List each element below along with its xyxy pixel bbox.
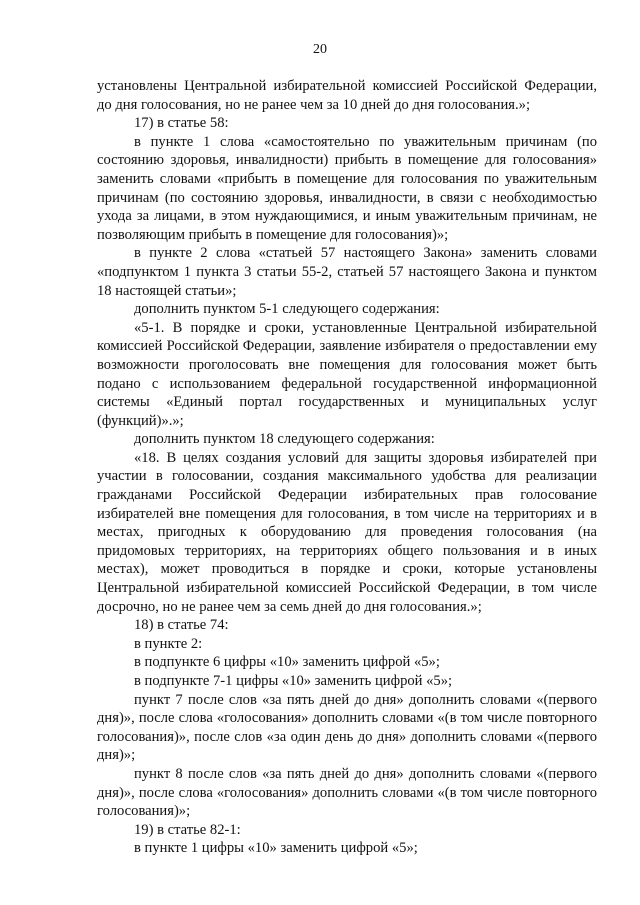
paragraph-add-point-5-1: дополнить пунктом 5-1 следующего содержания: xyxy=(134,301,440,318)
paragraph-point-5-1-text: «5-1. В порядке и сроки, установленные Центральной избирательной комиссией Российской Федерации, заявление избирателя о предоставлении ему возможности проголосовать вне помещения для голосования может быть подано с использованием федеральной государственной информационной системы «Единый портал государственных и муниципальных услуг (функций)».»; xyxy=(97,319,597,429)
paragraph-58-point-1: в пункте 1 слова «самостоятельно по уважительным причинам (по состоянию здоровья, инвалидности) прибыть в помещение для голосования» заменить словами «прибыть в помещение для голосования по уважительным причинам (по состоянию здоровья, инвалидности, в связи с необходимостью ухода за лицами, в этом нуждающимися, и иным уважительным причинам, не позволяющим прибыть в помещение для голосования)»; xyxy=(97,133,597,243)
paragraph-item-19: 19) в статье 82-1: xyxy=(134,821,241,838)
paragraph-74-point-8: пункт 8 после слов «за пять дней до дня» дополнить словами «(первого дня)», после слова «голосования» дополнить словами «(в том числе повторного голосования)»; xyxy=(97,765,597,820)
paragraph-item-17: 17) в статье 58: xyxy=(134,115,229,132)
paragraph-74-point-7: пункт 7 после слов «за пять дней до дня» дополнить словами «(первого дня)», после слова «голосования» дополнить словами «(в том числе повторного голосования)», после слов «за один день до дня» дополнить словами «(первого дня)»; xyxy=(97,691,597,764)
paragraph-continuation: установлены Центральной избирательной комиссией Российской Федерации, до дня голосования, но не ранее чем за 10 дней до дня голосования.»; xyxy=(97,78,597,113)
paragraph-74-point-2: в пункте 2: xyxy=(134,635,203,652)
paragraph-subpoint-7-1: в подпункте 7-1 цифры «10» заменить цифрой «5»; xyxy=(134,673,453,689)
document-body xyxy=(97,77,597,858)
paragraph-58-point-2: в пункте 2 слова «статьей 57 настоящего Закона» заменить словами «подпунктом 1 пункта 3 статьи 55-2, статьей 57 настоящего Закона и пунктом 18 настоящей статьи»; xyxy=(97,245,597,299)
paragraph-point-18-text: «18. В целях создания условий для защиты здоровья избирателей при участии в голосовании, создания максимального удобства для реализации гражданами Российской Федерации избирательных прав голосование избирателей вне помещения для голосования, в том числе на территориях и в местах, пригодных к оборудованию для проведения голосования (на придомовых территориях, на территориях общего пользования и в иных местах), может проводиться в порядке и сроки, которые установлены Центральной избирательной комиссией Российской Федерации, в том числе досрочно, но не ранее чем за семь дней до дня голосования.»; xyxy=(97,449,597,615)
paragraph-item-18: 18) в статье 74: xyxy=(134,617,229,634)
paragraph-82-1-point-1: в пункте 1 цифры «10» заменить цифрой «5»; xyxy=(134,840,418,857)
page-number: 20 xyxy=(313,42,327,57)
paragraph-add-point-18: дополнить пунктом 18 следующего содержания: xyxy=(134,431,435,448)
paragraph-subpoint-6: в подпункте 6 цифры «10» заменить цифрой «5»; xyxy=(134,654,440,671)
